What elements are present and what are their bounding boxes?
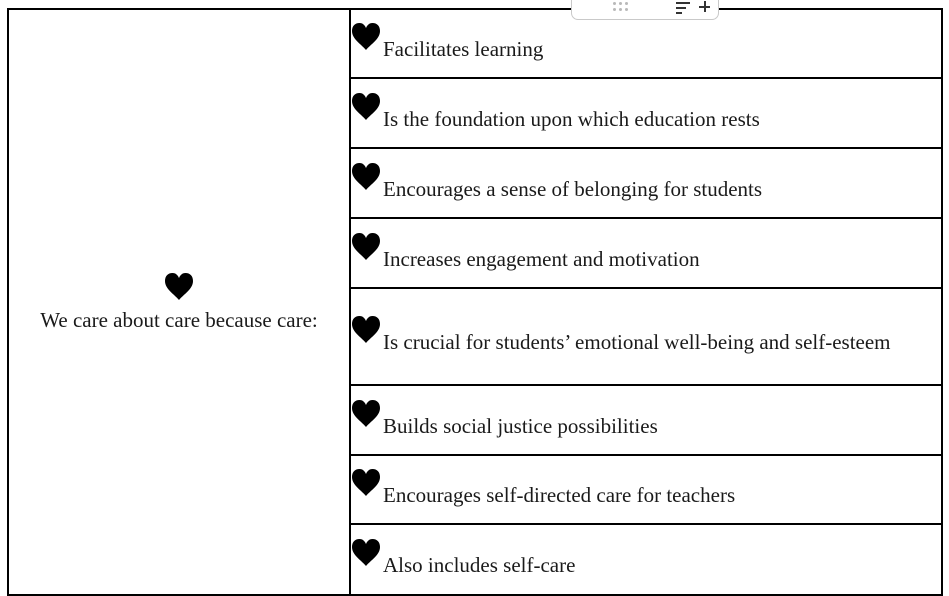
block-toolbar	[571, 0, 719, 20]
heart-icon	[351, 162, 381, 192]
list-item-text: Encourages a sense of belonging for students	[383, 176, 763, 201]
left-cell-text: We care about care because care:	[40, 307, 318, 332]
heart-icon	[351, 232, 381, 262]
list-item-text: Is the foundation upon which education rests	[383, 106, 760, 131]
heart-icon	[9, 272, 349, 302]
left-cell	[8, 9, 350, 595]
list-item-text: Facilitates learning	[383, 37, 544, 61]
list-item-text: Encourages self-directed care for teachers	[383, 483, 736, 507]
list-item-text: Is crucial for students’ emotional well-being and self-esteem	[383, 330, 891, 354]
heart-icon	[351, 399, 381, 429]
heart-icon	[351, 468, 381, 498]
heart-icon	[351, 538, 381, 568]
add-icon[interactable]	[699, 1, 710, 12]
heart-icon	[351, 92, 381, 122]
heart-icon	[351, 315, 381, 345]
list-item	[350, 455, 942, 524]
list-item-text: Also includes self-care	[383, 553, 576, 577]
heart-icon	[351, 22, 381, 52]
care-table	[7, 8, 943, 596]
list-item	[350, 288, 942, 385]
list-item	[350, 78, 942, 148]
list-item-text: Increases engagement and motivation	[383, 246, 700, 271]
sort-icon[interactable]	[676, 2, 690, 14]
list-item	[350, 148, 942, 218]
list-item	[350, 385, 942, 455]
list-item	[350, 218, 942, 288]
list-item-text: Builds social justice possibilities	[383, 413, 658, 438]
list-item	[350, 524, 942, 595]
drag-handle-icon[interactable]	[613, 2, 629, 12]
